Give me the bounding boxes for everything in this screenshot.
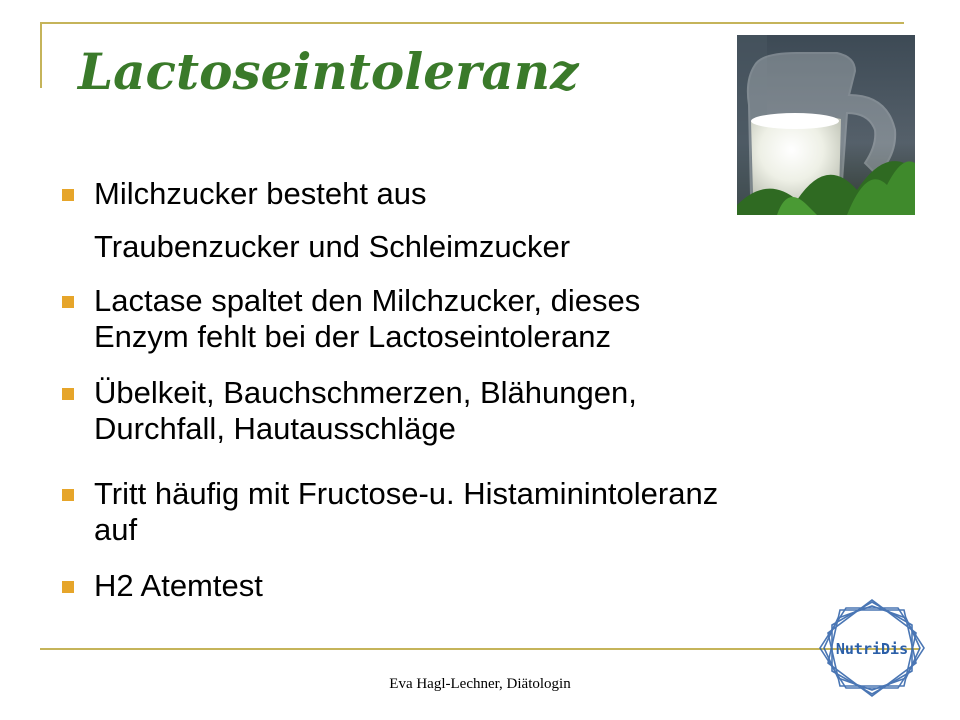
bullet-icon (62, 388, 74, 400)
list-item-text: Tritt häufig mit Fructose-u. Histaminintoleranz (94, 476, 719, 511)
list-item (94, 568, 924, 604)
list-item-text: Traubenzucker und Schleimzucker (94, 229, 571, 264)
slide-title: Lactoseintoleranz (78, 42, 579, 101)
bullet-icon (62, 581, 74, 593)
list-item-text: Milchzucker besteht aus (94, 176, 427, 211)
list-item-text: Durchfall, Hautausschläge (94, 411, 456, 446)
list-item-text: H2 Atemtest (94, 568, 263, 603)
frame-bottom-line (40, 648, 920, 650)
list-item (94, 476, 924, 548)
svg-text:NutriDis: NutriDis (835, 640, 909, 658)
list-item-text: auf (94, 512, 138, 547)
list-item-text: Enzym fehlt bei der Lactoseintoleranz (94, 319, 611, 354)
bullet-icon (62, 296, 74, 308)
list-item (94, 283, 924, 355)
list-item-text: Übelkeit, Bauchschmerzen, Blähungen, (94, 375, 637, 410)
bullet-icon (62, 189, 74, 201)
list-item-text: Lactase spaltet den Milchzucker, dieses (94, 283, 641, 318)
footer-text: Eva Hagl-Lechner, Diätologin (389, 676, 571, 692)
list-item (94, 375, 924, 447)
bullet-icon (62, 489, 74, 501)
list-item-continuation (94, 229, 924, 265)
list-item (94, 176, 924, 212)
